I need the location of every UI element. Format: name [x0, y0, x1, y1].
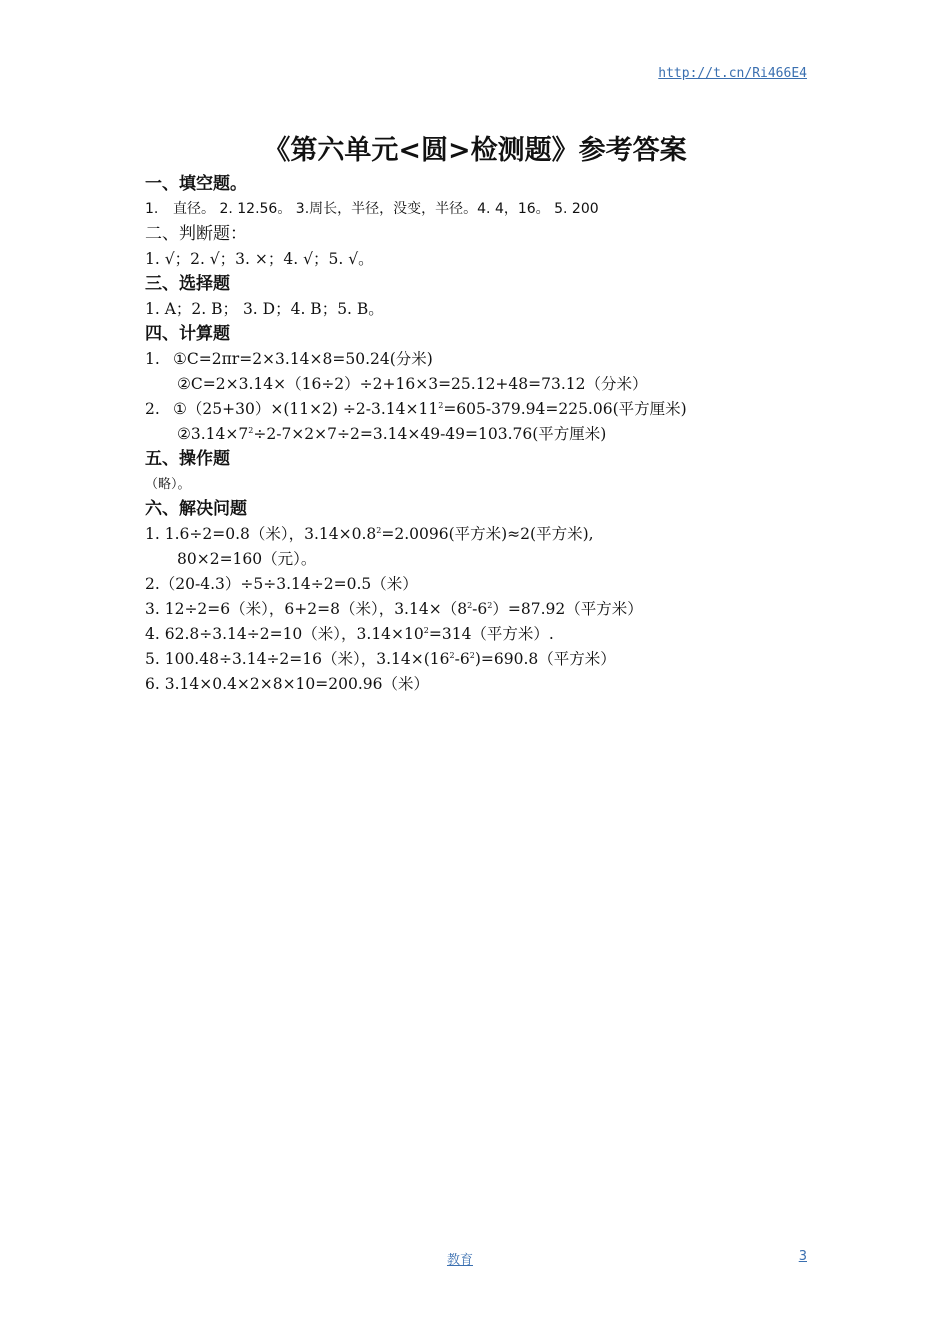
problem-text: -6 — [472, 600, 488, 618]
calc-line-2: ②C=2×3.14×（16÷2）÷2+16×3=25.12+48=73.12（分米） — [177, 375, 648, 393]
page-title: 《第六单元<圆>检测题》参考答案 — [263, 135, 687, 166]
page-number: 3 — [798, 1249, 807, 1264]
problem-text: 4. 62.8÷3.14÷2=10（米），3.14×10 — [145, 625, 424, 643]
problem-line-3: 2.（20-4.3）÷5÷3.14÷2=0.5（米） — [145, 575, 418, 593]
problem-text: =2.0096(平方米)≈2(平方米), — [381, 525, 594, 543]
problem-text: =314（平方米）. — [428, 625, 554, 643]
calc-line-3 — [145, 397, 825, 422]
superscript: 2 — [467, 601, 473, 610]
calc-line-1 — [145, 347, 825, 372]
operation-answer: （略）。 — [145, 477, 191, 492]
problem-text: 1. 1.6÷2=0.8（米），3.14×0.8 — [145, 525, 377, 543]
item-number: 1. — [145, 201, 159, 217]
superscript: 2 — [423, 626, 429, 635]
problem-line-2: 80×2=160（元）。 — [177, 550, 317, 568]
superscript: 2 — [449, 651, 455, 660]
problem-text: 3. 12÷2=6（米），6+2=8（米），3.14×（8 — [145, 600, 468, 618]
fill-blank-text: 直径。 2. 12.56。 3.周长，半径，没变，半径。4. 4，16。 5. 200 — [173, 201, 599, 217]
superscript: 2 — [248, 426, 254, 435]
answer-content — [145, 172, 825, 697]
item-number: 2. — [145, 400, 160, 418]
superscript: 2 — [438, 401, 444, 410]
calc-text: =605-379.94=225.06(平方厘米) — [443, 400, 687, 418]
problem-line-7: 6. 3.14×0.4×2×8×10=200.96（米） — [145, 675, 429, 693]
superscript: 2 — [487, 601, 493, 610]
problem-text: 5. 100.48÷3.14÷2=16（米），3.14×(16 — [145, 650, 450, 668]
section-heading-problems: 六、解决问题 — [145, 499, 247, 519]
problem-line-5 — [145, 622, 825, 647]
calc-text: ②3.14×7 — [177, 425, 249, 443]
section-heading-choice: 三、选择题 — [145, 274, 230, 294]
problem-text: -6 — [454, 650, 470, 668]
calc-text: ①C=2πr=2×3.14×8=50.24(分米) — [173, 350, 433, 368]
problem-line-4 — [145, 597, 825, 622]
section-heading-fill-blank: 一、填空题。 — [145, 174, 247, 194]
header-link[interactable]: http://t.cn/Ri466E4 — [658, 66, 807, 81]
problem-line-1 — [145, 522, 825, 547]
calc-line-4 — [145, 422, 825, 447]
problem-text: ）=87.92（平方米） — [492, 600, 643, 618]
fill-blank-answers — [145, 197, 825, 222]
section-heading-operation: 五、操作题 — [145, 449, 230, 469]
superscript: 2 — [469, 651, 475, 660]
problem-text: )=690.8（平方米） — [474, 650, 616, 668]
judgement-answers: 1. √；2. √；3. ×；4. √；5. √。 — [145, 250, 374, 268]
footer-link[interactable]: 教育 — [446, 1253, 473, 1268]
section-heading-calculation: 四、计算题 — [145, 324, 230, 344]
problem-line-6 — [145, 647, 825, 672]
choice-answers: 1. A；2. B； 3. D；4. B；5. B。 — [145, 300, 384, 318]
section-heading-judgement: 二、判断题： — [145, 224, 247, 244]
item-number: 1. — [145, 350, 160, 368]
calc-text: ①（25+30）×(11×2) ÷2-3.14×11 — [173, 400, 439, 418]
calc-text: ÷2-7×2×7÷2=3.14×49-49=103.76(平方厘米) — [253, 425, 607, 443]
superscript: 2 — [376, 526, 382, 535]
